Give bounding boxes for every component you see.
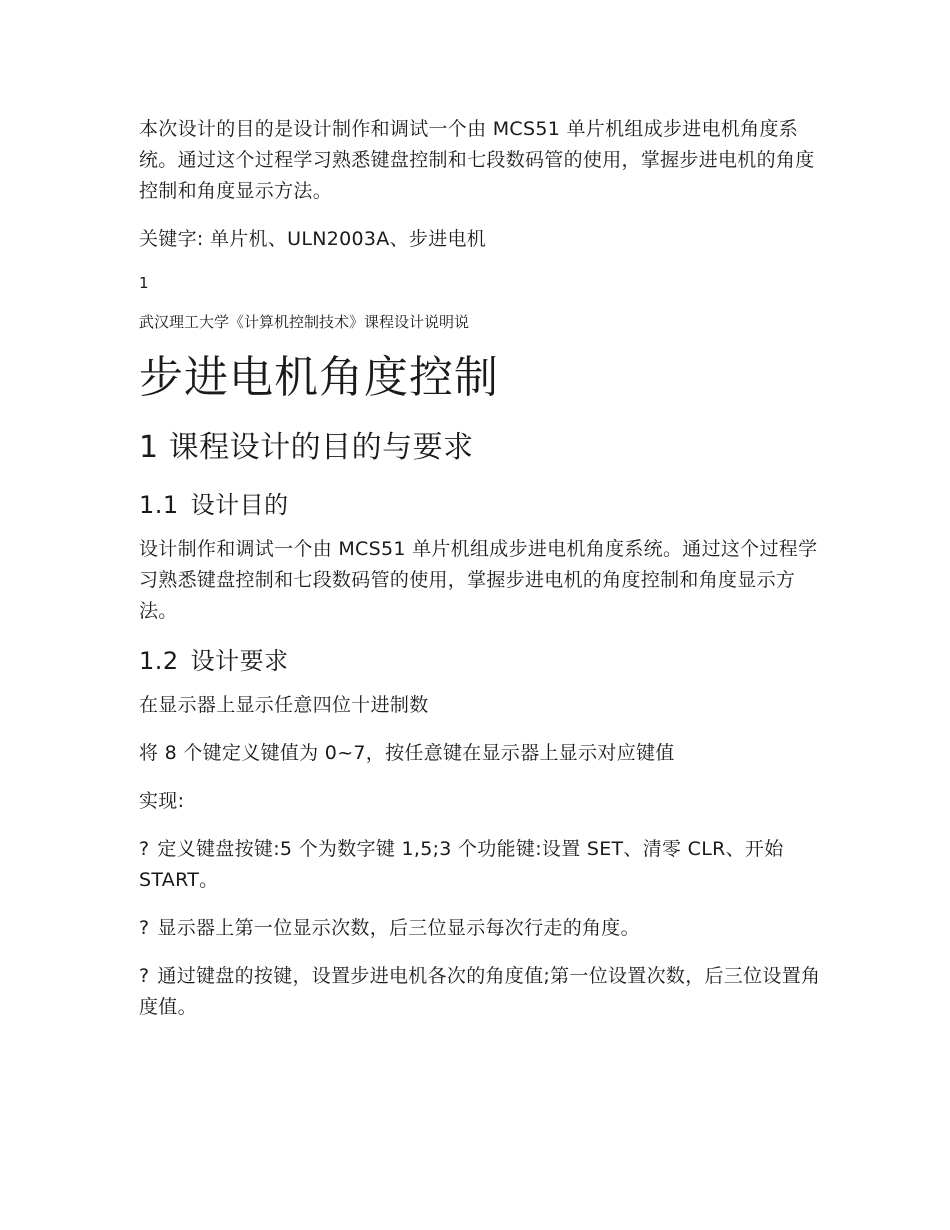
- section-title: 课程设计的目的与要求: [168, 430, 474, 465]
- bullet-text: 显示器上第一位显示次数，后三位显示每次行走的角度。: [157, 917, 640, 939]
- keywords-line: 关键字: 单片机、ULN2003A、步进电机: [139, 228, 487, 250]
- running-header: 武汉理工大学《计算机控制技术》课程设计说明说: [139, 313, 470, 331]
- bullet-item-angle-setting: [139, 961, 829, 1023]
- section-number: 1: [139, 430, 159, 465]
- requirement-display-digits: 在显示器上显示任意四位十进制数: [139, 694, 429, 716]
- requirement-implement-label: 实现:: [139, 790, 185, 812]
- bullet-item-keyboard: [139, 834, 829, 896]
- section-number: 1.2: [139, 647, 179, 675]
- page-content: [139, 114, 829, 1040]
- section-title: 设计要求: [190, 647, 289, 675]
- page-number: 1: [139, 274, 149, 292]
- design-purpose-paragraph: 设计制作和调试一个由 MCS51 单片机组成步进电机角度系统。通过这个过程学习熟悉键盘控制和七段数码管的使用，掌握步进电机的角度控制和角度显示方法。: [139, 538, 818, 622]
- bullet-mark: ?: [139, 838, 150, 860]
- document-title: 步进电机角度控制: [139, 352, 499, 403]
- bullet-mark: ?: [139, 965, 150, 987]
- abstract-paragraph: 本次设计的目的是设计制作和调试一个由 MCS51 单片机组成步进电机角度系统。通过这个过程学习熟悉键盘控制和七段数码管的使用，掌握步进电机的角度控制和角度显示方法。: [139, 118, 815, 202]
- bullet-item-display: [139, 913, 829, 944]
- section-number: 1.1: [139, 491, 179, 519]
- requirement-key-values: 将 8 个键定义键值为 0~7，按任意键在显示器上显示对应键值: [139, 742, 675, 764]
- section-heading-1-2: [139, 644, 829, 678]
- bullet-mark: ?: [139, 917, 150, 939]
- bullet-text: 定义键盘按键:5 个为数字键 1,5;3 个功能键:设置 SET、清零 CLR、开始 START。: [139, 838, 784, 891]
- section-heading-1-1: [139, 488, 829, 522]
- section-title: 设计目的: [190, 491, 289, 519]
- section-heading-1: [139, 428, 829, 468]
- bullet-text: 通过键盘的按键，设置步进电机各次的角度值;第一位设置次数，后三位设置角度值。: [139, 965, 821, 1018]
